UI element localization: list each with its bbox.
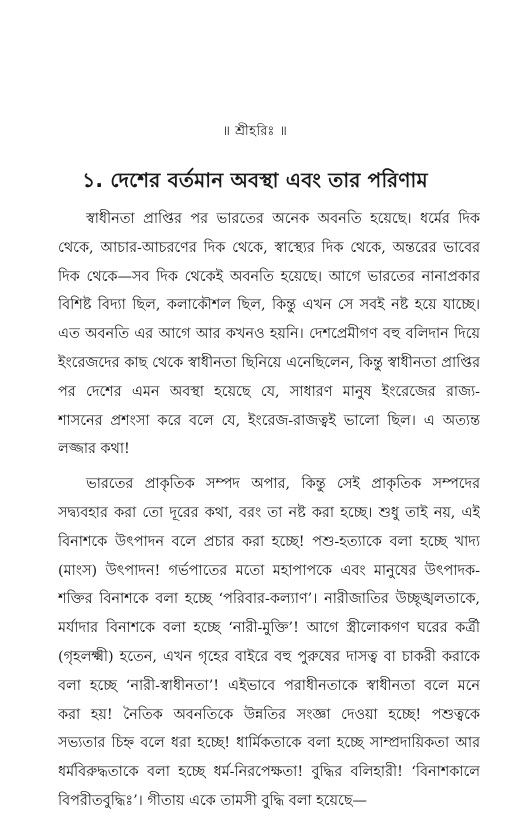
text-line: করা হয়! নৈতিক অবনতিকে উন্নতির সংজ্ঞা দেওয়া হচ্ছে! পশুত্বকে	[58, 706, 480, 723]
chapter-body	[58, 205, 480, 816]
text-line: লজ্জার কথা!	[58, 441, 130, 458]
text-line: বিশিষ্ট বিদ্যা ছিল, কলাকৌশল ছিল, কিন্তু এখন সে সবই নষ্ট হয়ে যাচ্ছে।	[58, 297, 480, 314]
text-line: ধর্মবিরুদ্ধতাকে বলা হচ্ছে ধর্ম-নিরপেক্ষতা! বুদ্ধির বলিহারী! ‘বিনাশকালে	[58, 764, 480, 781]
text-line: সভ্যতার চিহ্ন বলে ধরা হচ্ছে! ধার্মিকতাকে বলা হচ্ছে সাম্প্রদায়িকতা আর	[58, 735, 480, 752]
text-line: (মাংস) উৎপাদন! গর্ভপাতের মতো মহাপাপকে এবং মানুষের উৎপাদক-	[58, 562, 480, 579]
text-line: ইংরেজদের কাছ থেকে স্বাধীনতা ছিনিয়ে এনেছিলেন, কিন্তু স্বাধীনতা প্রাপ্তির	[58, 354, 480, 371]
text-line: পর দেশের এমন অবস্থা হয়েছে যে, সাধারণ মানুষ ইংরেজের রাজ্য-	[58, 383, 480, 400]
text-line: (গৃহলক্ষ্মী) হতেন, এখন গৃহের বাইরে বহু পুরুষের দাসত্ব বা চাকরী করাকে	[58, 648, 480, 665]
chapter-title: ১. দেশের বর্তমান অবস্থা এবং তার পরিণাম	[82, 168, 428, 192]
text-line: শাসনের প্রশংসা করে বলে যে, ইংরেজ-রাজত্বই ভালো ছিল। এ অত্যন্ত	[58, 412, 480, 429]
text-line: স্বাধীনতা প্রাপ্তির পর ভারতের অনেক অবনতি হয়েছে। ধর্মের দিক	[86, 211, 480, 227]
text-line: মর্যাদার বিনাশকে বলা হচ্ছে ‘নারী-মুক্তি’! আগে স্ত্রীলোকগণ ঘরের কর্ত্রী	[58, 620, 480, 637]
text-line: বিনাশকে উৎপাদন বলে প্রচার করা হচ্ছে! পশু-হত্যাকে বলা হচ্ছে খাদ্য	[58, 533, 480, 550]
text-line: এত অবনতি এর আগে আর কখনও হয়নি। দেশপ্রেমীগণ বহু বলিদান দিয়ে	[58, 326, 480, 343]
text-line: সদ্ব্যবহার করা তো দূরের কথা, বরং তা নষ্ট করা হচ্ছে। শুধু তাই নয়, এই	[58, 504, 480, 521]
text-line: থেকে, আচার-আচরণের দিক থেকে, স্বাস্থ্যের দিক থেকে, অন্তরের ভাবের	[58, 239, 480, 256]
text-line: ভারতের প্রাকৃতিক সম্পদ অপার, কিন্তু সেই প্রাকৃতিক সম্পদের	[86, 476, 480, 493]
paragraph	[58, 205, 480, 464]
text-line: দিক থেকে—সব দিক থেকেই অবনতি হয়েছে। আগে ভারতের নানাপ্রকার	[58, 268, 480, 285]
text-line: বলা হচ্ছে ‘নারী-স্বাধীনতা’! এইভাবে পরাধীনতাকে স্বাধীনতা বলে মনে	[58, 677, 480, 694]
invocation-heading: ॥ শ্রীহরিঃ ॥	[222, 124, 288, 139]
paragraph	[58, 470, 480, 816]
text-line: বিপরীতবুদ্ধিঃ’। গীতায় একে তামসী বুদ্ধি বলা হয়েছে—	[58, 792, 367, 809]
text-line: শক্তির বিনাশকে বলা হচ্ছে ‘পরিবার-কল্যাণ’। নারীজাতির উচ্ছৃঙ্খলতাকে,	[58, 591, 480, 608]
